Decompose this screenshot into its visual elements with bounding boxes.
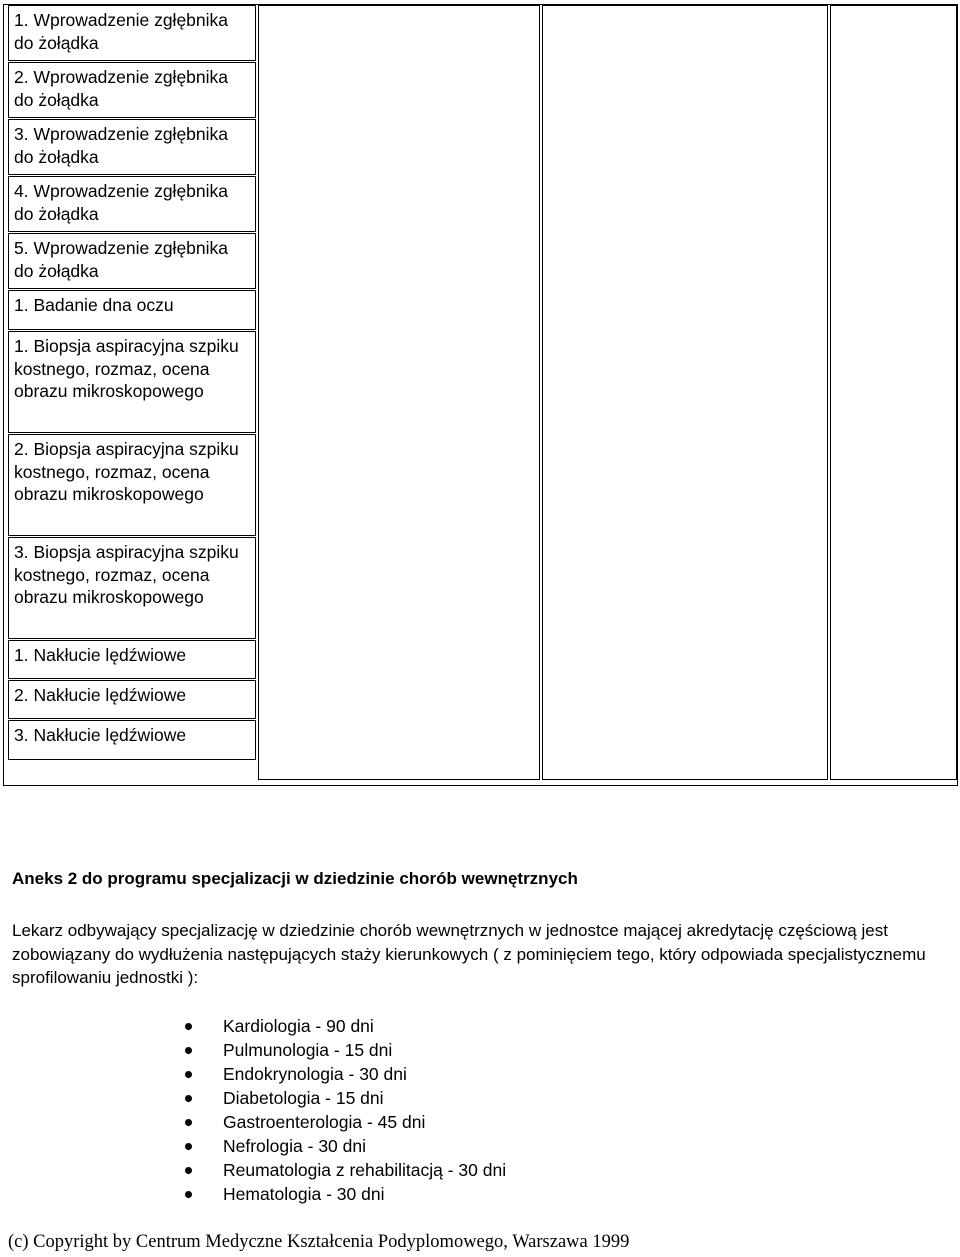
procedure-cell [8, 434, 256, 536]
procedure-cell-text: 3. Nakłucie lędźwiowe [14, 725, 187, 745]
annex-title: Aneks 2 do programu specjalizacji w dziedzinie chorób wewnętrznych [12, 869, 578, 888]
procedure-cell-text: 1. Wprowadzenie zgłębnika do żołądka [14, 10, 229, 53]
procedure-cell-text: 3. Biopsja aspiracyjna szpiku kostnego, rozmaz, ocena obrazu mikroskopowego [14, 542, 239, 607]
internship-item: Hematologia - 30 dni [223, 1182, 506, 1206]
internship-item: Pulmunologia - 15 dni [223, 1038, 506, 1062]
procedure-cell-text: 3. Wprowadzenie zgłębnika do żołądka [14, 124, 229, 167]
copyright-footer: (c) Copyright by Centrum Medyczne Kształcenia Podyplomowego, Warszawa 1999 [8, 1232, 630, 1252]
internship-item: Kardiologia - 90 dni [223, 1014, 506, 1038]
procedure-cell-text: 4. Wprowadzenie zgłębnika do żołądka [14, 181, 229, 224]
procedure-cell-text: 2. Nakłucie lędźwiowe [14, 685, 187, 705]
procedure-cell [8, 233, 256, 289]
empty-column [829, 4, 958, 780]
procedure-cell-text: 5. Wprowadzenie zgłębnika do żołądka [14, 238, 229, 281]
internship-item: Diabetologia - 15 dni [223, 1086, 506, 1110]
annex-intro-paragraph: Lekarz odbywający specjalizację w dziedzinie chorób wewnętrznych w jednostce mającej akredytację częściową jest zobowiązany do wydłużenia następujących staży kierunkowych ( z pominięciem tego, który odpowiada specjalistycznemu sprofilowaniu jednostki ): [12, 921, 926, 987]
internship-item: Endokrynologia - 30 dni [223, 1062, 506, 1086]
procedure-cell-text: 2. Wprowadzenie zgłębnika do żołądka [14, 67, 229, 110]
procedure-cell-text: 2. Biopsja aspiracyjna szpiku kostnego, rozmaz, ocena obrazu mikroskopowego [14, 439, 239, 504]
empty-cell [258, 5, 540, 780]
internship-item: Nefrologia - 30 dni [223, 1134, 506, 1158]
empty-cell [542, 5, 828, 780]
procedure-cell [8, 119, 256, 175]
procedure-cell [8, 62, 256, 118]
procedure-cell [8, 640, 256, 679]
procedure-cell [8, 680, 256, 719]
empty-column [257, 4, 541, 780]
procedure-cell-text: 1. Nakłucie lędźwiowe [14, 645, 187, 665]
procedure-column [3, 4, 257, 780]
empty-cell [830, 5, 957, 780]
empty-column [541, 4, 829, 780]
procedure-cell [8, 5, 256, 61]
procedure-cell [8, 537, 256, 639]
internship-item: Gastroenterologia - 45 dni [223, 1110, 506, 1134]
internship-item: Reumatologia z rehabilitacją - 30 dni [223, 1160, 507, 1180]
procedure-cell [8, 290, 256, 330]
procedure-cell [8, 720, 256, 760]
procedure-cell [8, 176, 256, 232]
procedure-cell-text: 1. Biopsja aspiracyjna szpiku kostnego, rozmaz, ocena obrazu mikroskopowego [14, 336, 239, 401]
procedures-table [3, 4, 958, 780]
procedure-cell-text: 1. Badanie dna oczu [14, 295, 174, 315]
internship-list [223, 1014, 506, 1206]
procedure-cell [8, 331, 256, 433]
